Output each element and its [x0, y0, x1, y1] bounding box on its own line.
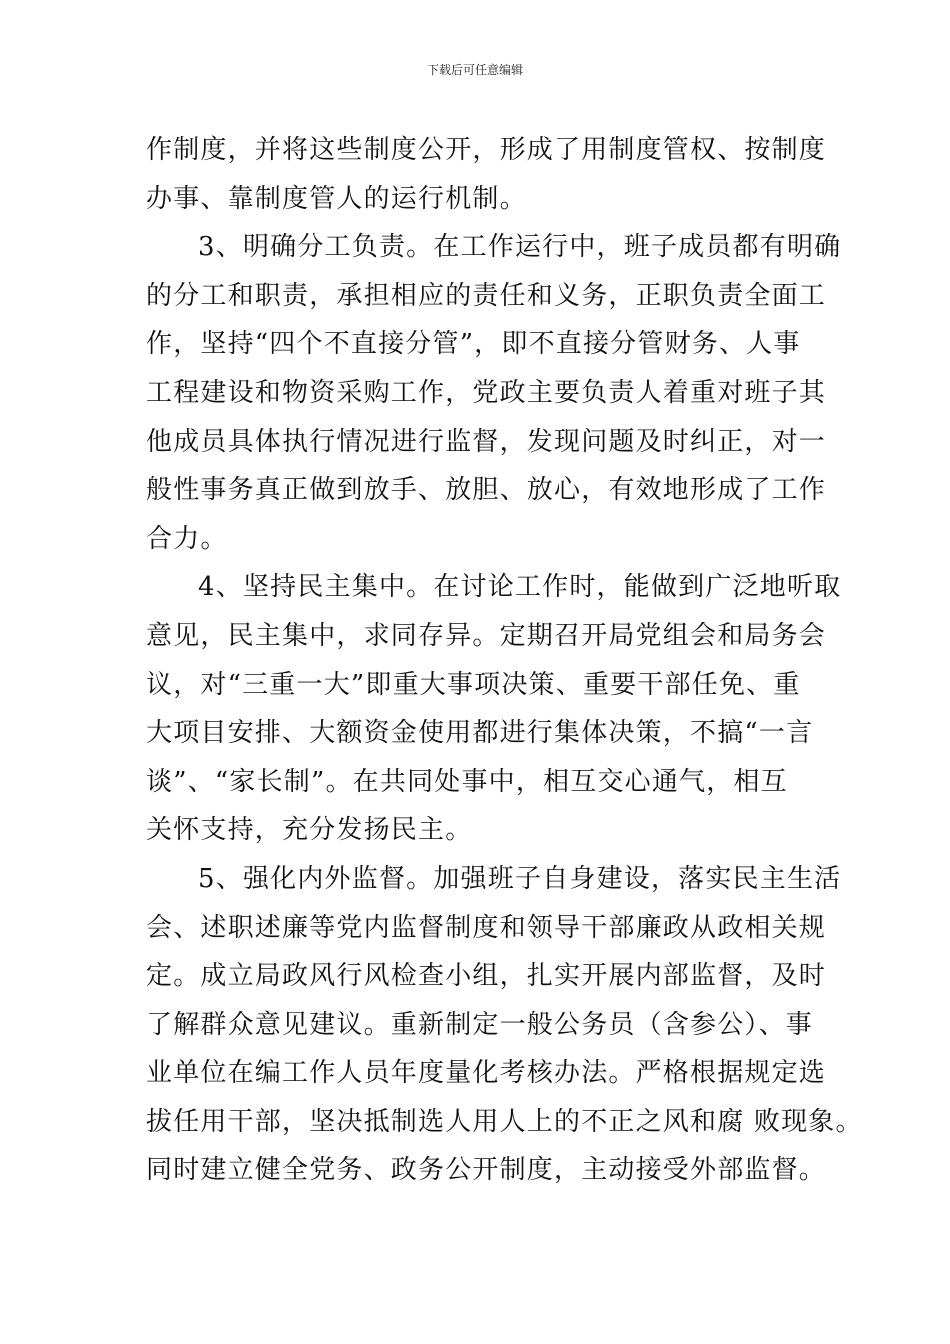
text-line: 工程建设和物资采购工作，党政主要负责人着重对班子其 — [146, 377, 827, 408]
page-header: 下载后可任意编辑 — [426, 63, 523, 77]
text-line: 合力。 — [146, 523, 228, 554]
text-line: 定。成立局政风行风检查小组，扎实开展内部监督，及时 — [146, 961, 827, 992]
text-line: 拔任用干部，坚决抵制选人用人上的不正之风和腐 败现象。 — [146, 1106, 863, 1137]
text-line: 议，对“三重一大”即重大事项决策、重要干部任免、重 — [146, 669, 801, 700]
text-line: 了解群众意见建议。重新制定一般公务员（含参公）、事 — [146, 1009, 814, 1040]
text-line: 般性事务真正做到放手、放胆、放心，有效地形成了工作 — [146, 475, 827, 506]
text-line: 的分工和职责，承担相应的责任和义务，正职负责全面工 — [146, 280, 827, 311]
text-line: 意见，民主集中，求同存异。定期召开局党组会和局务会 — [146, 620, 827, 651]
text-line: 大项目安排、大额资金使用都进行集体决策，不搞“一言 — [146, 718, 814, 749]
text-line: 办事、靠制度管人的运行机制。 — [146, 183, 527, 214]
paragraph-start-line: 5、强化内外监督。加强班子自身建设，落实民主生活 — [198, 863, 842, 894]
text-line: 作制度，并将这些制度公开，形成了用制度管权、按制度 — [146, 135, 827, 165]
text-line: 关怀支持，充分发扬民主。 — [146, 815, 473, 846]
text-line: 业单位在编工作人员年度量化考核办法。严格根据规定选 — [146, 1058, 827, 1089]
paragraph-start-line: 3、明确分工负责。在工作运行中，班子成员都有明确 — [198, 232, 842, 263]
text-line: 谈”、“家长制”。在共同处事中，相互交心通气，相互 — [146, 766, 788, 797]
document-body — [146, 126, 863, 1195]
text-line: 作，坚持“四个不直接分管”，即不直接分管财务、人事 — [146, 329, 801, 360]
paragraph-start-line: 4、坚持民主集中。在讨论工作时，能做到广泛地听取 — [198, 572, 842, 603]
text-line: 会、述职述廉等党内监督制度和领导干部廉政从政相关规 — [146, 912, 827, 943]
text-line: 他成员具体执行情况进行监督，发现问题及时纠正，对一 — [146, 426, 827, 457]
text-line: 同时建立健全党务、政务公开制度，主动接受外部监督。 — [146, 1155, 827, 1186]
